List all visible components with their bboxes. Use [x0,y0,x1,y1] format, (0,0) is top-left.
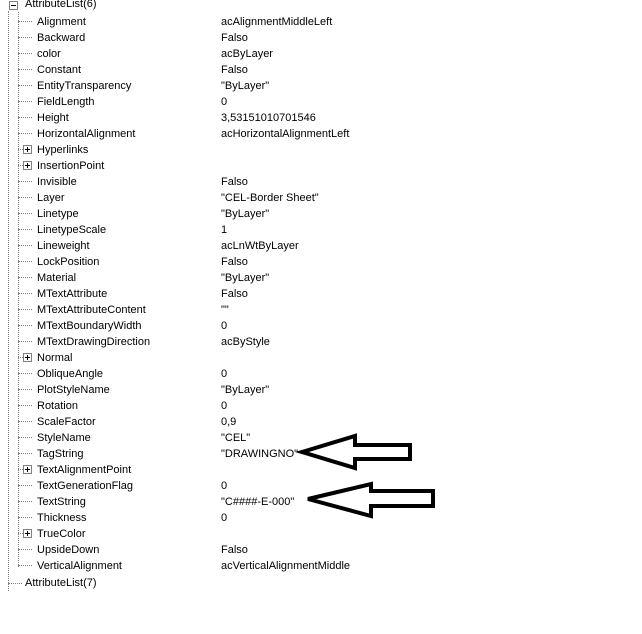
tree-connector [18,53,32,54]
property-name[interactable]: TextGenerationFlag [37,480,133,492]
property-value: acHorizontalAlignmentLeft [221,128,350,140]
property-value: 1 [221,224,228,236]
property-value: "" [221,304,229,316]
property-name[interactable]: MTextAttribute [37,288,108,300]
property-value: 3,53151010701546 [221,112,316,124]
property-row[interactable] [0,254,642,270]
tree-connector [18,309,32,310]
property-value: 0 [221,96,228,108]
property-row[interactable] [0,142,642,158]
tree-connector [18,341,32,342]
tree-next-root-row[interactable] [0,575,642,591]
property-row[interactable] [0,190,642,206]
property-value: acByStyle [221,336,270,348]
tree-connector [18,293,32,294]
property-value: "CEL-Border Sheet" [221,192,319,204]
arrow-tagstring-annotation [300,434,415,470]
property-name[interactable]: LinetypeScale [37,224,107,236]
property-name[interactable]: Rotation [37,400,78,412]
property-name[interactable]: EntityTransparency [37,80,132,92]
tree-connector [18,437,32,438]
property-name[interactable]: Constant [37,64,82,76]
property-name[interactable]: Invisible [37,176,77,188]
tree-connector [18,37,32,38]
property-row[interactable] [0,238,642,254]
root-node-label[interactable]: AttributeList(6) [25,0,97,10]
property-name[interactable]: TextAlignmentPoint [37,464,132,476]
property-name[interactable]: Normal [37,352,73,364]
property-name[interactable]: FieldLength [37,96,95,108]
property-value: 0 [221,480,228,492]
property-name[interactable]: TrueColor [37,528,86,540]
tree-connector [18,69,32,70]
tree-connector [18,85,32,86]
property-row[interactable] [0,206,642,222]
property-value: "ByLayer" [221,80,270,92]
property-value: "C####-E-000" [221,496,295,508]
property-value: Falso [221,176,248,188]
property-value: Falso [221,288,248,300]
property-name[interactable]: Linetype [37,208,79,220]
property-value: acAlignmentMiddleLeft [221,16,333,28]
property-value: "ByLayer" [221,384,270,396]
property-name[interactable]: ObliqueAngle [37,368,104,380]
property-value: "ByLayer" [221,208,270,220]
property-row[interactable] [0,526,642,542]
property-row[interactable] [0,174,642,190]
property-row[interactable] [0,158,642,174]
tree-connector [18,133,32,134]
tree-connector [18,149,23,150]
tree-connector [18,517,32,518]
tree-connector [18,453,32,454]
tree-connector [18,421,32,422]
property-row[interactable] [0,110,642,126]
property-name[interactable]: Material [37,272,77,284]
tree-root-row[interactable] [0,0,642,14]
property-name[interactable]: TagString [37,448,84,460]
property-row[interactable] [0,302,642,318]
next-root-node-label[interactable]: AttributeList(7) [25,577,97,589]
property-name[interactable]: TextString [37,496,86,508]
property-name[interactable]: MTextDrawingDirection [37,336,151,348]
property-name[interactable]: color [37,48,61,60]
property-value: Falso [221,64,248,76]
property-row[interactable] [0,126,642,142]
property-name[interactable]: Alignment [37,16,86,28]
property-name[interactable]: Thickness [37,512,87,524]
expand-icon[interactable] [23,529,32,538]
property-name[interactable]: HorizontalAlignment [37,128,136,140]
property-row[interactable] [0,30,642,46]
property-row[interactable] [0,558,642,574]
property-row[interactable] [0,94,642,110]
property-name[interactable]: UpsideDown [37,544,100,556]
property-row[interactable] [0,78,642,94]
tree-connector [18,501,32,502]
property-name[interactable]: Backward [37,32,86,44]
tree-connector [18,229,32,230]
property-name[interactable]: Height [37,112,69,124]
property-value: 0 [221,320,228,332]
property-name[interactable]: MTextBoundaryWidth [37,320,142,332]
expand-icon[interactable] [23,161,32,170]
expand-icon[interactable] [23,145,32,154]
expand-icon[interactable] [23,353,32,362]
tree-connector [18,165,23,166]
property-value: acByLayer [221,48,273,60]
tree-connector [18,357,23,358]
property-name[interactable]: Lineweight [37,240,90,252]
property-name[interactable]: InsertionPoint [37,160,105,172]
property-name[interactable]: PlotStyleName [37,384,110,396]
property-row[interactable] [0,334,642,350]
property-row[interactable] [0,270,642,286]
tree-connector [18,389,32,390]
tree-connector [18,261,32,262]
expand-icon[interactable] [23,465,32,474]
tree-connector [18,245,32,246]
tree-connector [18,197,32,198]
property-value: "CEL" [221,432,251,444]
tree-connector [18,565,32,566]
property-name[interactable]: MTextAttributeContent [37,304,146,316]
property-row[interactable] [0,286,642,302]
property-value: "DRAWINGNO" [221,448,299,460]
property-row[interactable] [0,366,642,382]
property-row[interactable] [0,46,642,62]
property-value: Falso [221,32,248,44]
property-value: acVerticalAlignmentMiddle [221,560,351,572]
property-row[interactable] [0,382,642,398]
property-row[interactable] [0,222,642,238]
tree-connector [18,485,32,486]
property-row[interactable] [0,62,642,78]
property-row[interactable] [0,414,642,430]
property-value: 0 [221,400,228,412]
tree-connector [18,213,32,214]
property-value: 0 [221,368,228,380]
property-row[interactable] [0,318,642,334]
tree-connector [18,21,32,22]
property-name[interactable]: ScaleFactor [37,416,96,428]
tree-connector [18,405,32,406]
tree-connector [8,583,22,584]
property-row[interactable] [0,398,642,414]
tree-connector [18,549,32,550]
tree-connector [18,373,32,374]
property-value: "ByLayer" [221,272,270,284]
collapse-icon[interactable] [9,1,18,10]
property-name[interactable]: Hyperlinks [37,144,89,156]
property-row[interactable] [0,14,642,30]
tree-connector [18,181,32,182]
property-value: 0,9 [221,416,237,428]
tree-connector [18,101,32,102]
property-value: Falso [221,256,248,268]
property-row[interactable] [0,350,642,366]
tree-connector [18,117,32,118]
property-value: Falso [221,544,248,556]
property-name[interactable]: LockPosition [37,256,100,268]
tree-connector [18,469,23,470]
property-name[interactable]: VerticalAlignment [37,560,122,572]
property-name[interactable]: StyleName [37,432,91,444]
property-row[interactable] [0,542,642,558]
property-name[interactable]: Layer [37,192,65,204]
property-value: acLnWtByLayer [221,240,299,252]
property-value: 0 [221,512,228,524]
arrow-textstring-annotation [304,482,438,519]
tree-connector [18,533,23,534]
tree-connector [18,277,32,278]
tree-connector [18,325,32,326]
